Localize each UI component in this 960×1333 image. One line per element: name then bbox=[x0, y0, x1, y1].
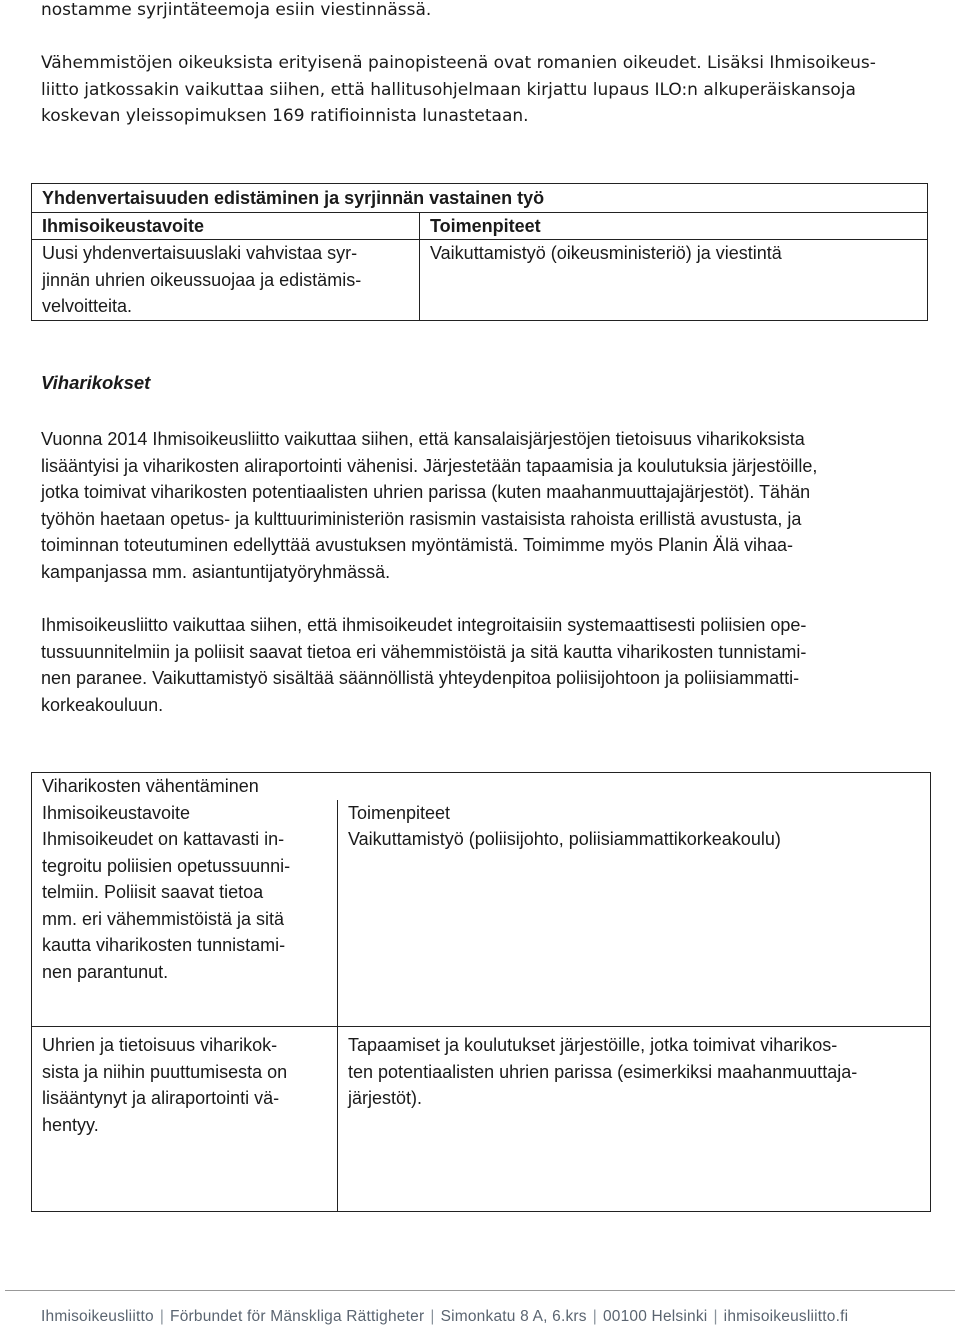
table-cell-actions: Vaikuttamistyö (oikeusministeriö) ja viestintä bbox=[420, 240, 928, 321]
intro-paragraph-line: liitto jatkossakin vaikuttaa siihen, että hallitusohjelmaan kirjattu lupaus ILO:n alkuperäiskansoja bbox=[41, 79, 856, 100]
footer-separator: | bbox=[430, 1308, 435, 1325]
cell-line: telmiin. Poliisit saavat tietoa bbox=[42, 882, 264, 902]
cell-line: ten potentiaalisten uhrien parissa (esimerkiksi maahanmuuttaja- bbox=[348, 1061, 858, 1082]
paragraph-line: korkeakouluun. bbox=[41, 694, 164, 715]
table-header-goal: Ihmisoikeustavoite bbox=[32, 212, 420, 240]
intro-paragraph-line: koskevan yleissopimuksen 169 ratifioinnista lunastetaan. bbox=[41, 106, 529, 127]
intro-paragraph bbox=[41, 50, 876, 130]
footer-item: Simonkatu 8 A, 6.krs bbox=[440, 1308, 587, 1325]
intro-line: nostamme syrjintäteemoja esiin viestinnässä. bbox=[41, 0, 432, 20]
footer-item: Förbundet för Mänskliga Rättigheter bbox=[170, 1308, 425, 1325]
paragraph-line: Vuonna 2014 Ihmisoikeusliitto vaikuttaa siihen, että kansalaisjärjestöjen tietoisuus viharikoksista bbox=[41, 429, 805, 449]
footer-item: 00100 Helsinki bbox=[602, 1308, 708, 1325]
paragraph-line: Ihmisoikeusliitto vaikuttaa siihen, että ihmisoikeudet integroitaisiin systemaattisesti poliisien ope- bbox=[41, 615, 807, 635]
cell-line: Ihmisoikeudet on kattavasti in- bbox=[42, 829, 285, 849]
table-cell-goal bbox=[32, 826, 338, 1027]
cell-line: mm. eri vähemmistöistä ja sitä bbox=[42, 908, 285, 929]
cell-line: tegroitu poliisien opetussuunni- bbox=[42, 855, 291, 876]
paragraph-line: jotka toimivat viharikosten potentiaalisten uhrien parissa (kuten maahanmuuttajajärjestöt). Tähän bbox=[41, 482, 811, 503]
cell-line: jinnän uhrien oikeussuojaa ja edistämis- bbox=[42, 269, 362, 290]
table-header-actions: Toimenpiteet bbox=[338, 800, 931, 827]
equality-table bbox=[31, 183, 928, 321]
cell-line: Uusi yhdenvertaisuuslaki vahvistaa syr- bbox=[42, 243, 358, 263]
cell-line: hentyy. bbox=[42, 1114, 99, 1135]
page-footer bbox=[41, 1308, 848, 1326]
paragraph-line: kampanjassa mm. asiantuntijatyöryhmässä. bbox=[41, 561, 391, 582]
table-cell-actions: Vaikuttamistyö (poliisijohto, poliisiammattikorkeakoulu) bbox=[338, 826, 931, 1027]
cell-line: kautta viharikosten tunnistami- bbox=[42, 935, 286, 955]
section-heading: Viharikokset bbox=[41, 372, 151, 393]
paragraph-line: tussuunnitelmiin ja poliisit saavat tietoa eri vähemmistöistä ja sitä kautta viharikosten tunnistami- bbox=[41, 641, 807, 662]
table-cell-goal bbox=[32, 1027, 338, 1212]
table-cell-actions bbox=[338, 1027, 931, 1212]
paragraph-line: lisääntyisi ja viharikosten aliraportointi vähenisi. Järjestetään tapaamisia ja koulutuksia järjestöille, bbox=[41, 455, 818, 476]
table-title-text: Viharikosten vähentäminen bbox=[42, 776, 259, 796]
cell-line: Tapaamiset ja koulutukset järjestöille, jotka toimivat viharikos- bbox=[348, 1035, 838, 1055]
cell-line: velvoitteita. bbox=[42, 296, 133, 316]
cell-line: sista ja niihin puuttumisesta on bbox=[42, 1061, 288, 1082]
table-cell-goal bbox=[32, 240, 420, 321]
hate-crime-table bbox=[31, 772, 931, 1212]
intro-paragraph-line: Vähemmistöjen oikeuksista erityisenä painopisteenä ovat romanien oikeudet. Lisäksi Ihmisoikeus- bbox=[41, 53, 876, 73]
table-header-goal: Ihmisoikeustavoite bbox=[32, 800, 338, 827]
footer-divider bbox=[5, 1290, 955, 1291]
section-paragraph bbox=[41, 612, 806, 718]
footer-item: Ihmisoikeusliitto bbox=[41, 1308, 154, 1325]
footer-separator: | bbox=[592, 1308, 597, 1325]
cell-line: järjestöt). bbox=[348, 1088, 423, 1108]
table-header-actions: Toimenpiteet bbox=[420, 212, 928, 240]
paragraph-line: toiminnan toteutuminen edellyttää avustuksen myöntämistä. Toimimme myös Planin Älä vihaa- bbox=[41, 535, 794, 556]
paragraph-line: nen paranee. Vaikuttamistyö sisältää säännöllistä yhteydenpitoa poliisijohtoon ja poliisiammatti- bbox=[41, 668, 800, 689]
section-paragraph bbox=[41, 426, 817, 586]
footer-separator: | bbox=[713, 1308, 718, 1325]
footer-link[interactable]: ihmisoikeusliitto.fi bbox=[723, 1308, 849, 1325]
cell-line: nen parantunut. bbox=[42, 961, 169, 982]
paragraph-line: työhön haetaan opetus- ja kulttuuriministeriön rasismin vastaisista rahoista erillistä avustusta, ja bbox=[41, 508, 802, 529]
cell-line: lisääntynyt ja aliraportointi vä- bbox=[42, 1088, 280, 1108]
cell-line: Uhrien ja tietoisuus viharikok- bbox=[42, 1035, 278, 1055]
equality-table-title: Yhdenvertaisuuden edistäminen ja syrjinnän vastainen työ bbox=[32, 184, 928, 213]
hate-crime-table-title bbox=[32, 773, 931, 800]
footer-separator: | bbox=[159, 1308, 165, 1325]
